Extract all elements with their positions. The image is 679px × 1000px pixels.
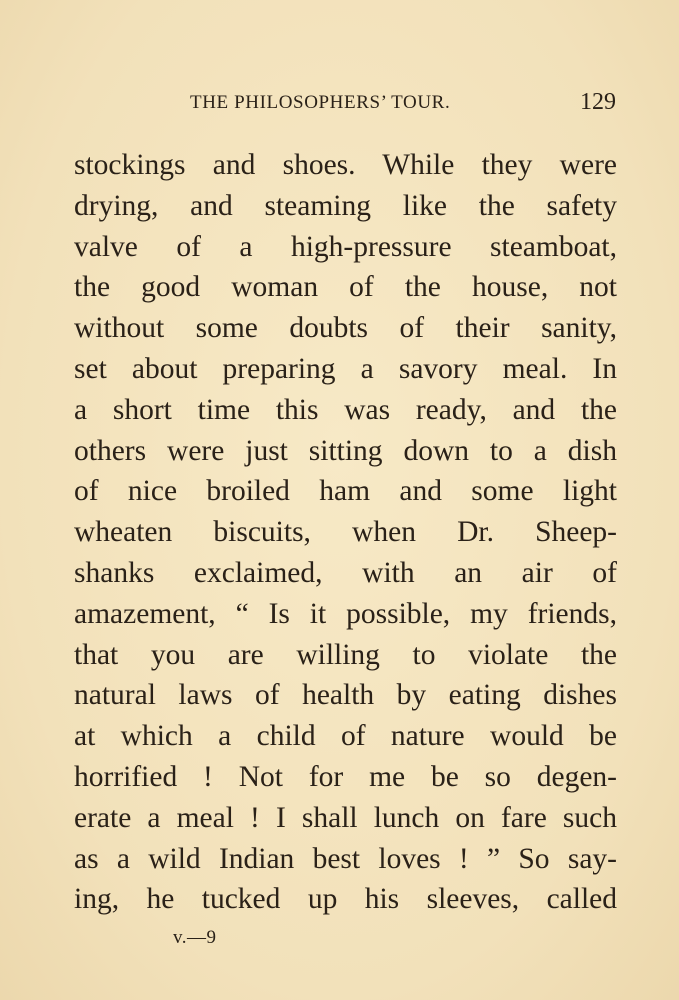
signature-mark: v.—9: [173, 927, 217, 948]
text-line: at which a child of nature would be: [74, 720, 617, 753]
text-line: ing, he tucked up his sleeves, called: [74, 883, 617, 916]
text-line: the good woman of the house, not: [74, 271, 617, 304]
text-line: set about preparing a savory meal. In: [74, 352, 617, 385]
text-line: others were just sitting down to a dish: [74, 434, 617, 467]
running-title: THE PHILOSOPHERS’ TOUR.: [190, 92, 451, 113]
text-line: as a wild Indian best loves ! ” So say-: [74, 842, 617, 875]
text-line: without some doubts of their sanity,: [74, 312, 617, 345]
text-line: stockings and shoes. While they were: [74, 149, 617, 181]
text-line: amazement, “ Is it possible, my friends,: [74, 597, 617, 630]
text-line: valve of a high-pressure steamboat,: [74, 230, 617, 263]
text-line: drying, and steaming like the safety: [74, 189, 617, 222]
page-number: 129: [580, 89, 616, 115]
text-line: horrified ! Not for me be so degen-: [74, 760, 617, 793]
body-text: [74, 145, 617, 920]
text-line: natural laws of health by eating dishes: [74, 679, 617, 712]
text-line: erate a meal ! I shall lunch on fare such: [74, 801, 617, 834]
text-line: a short time this was ready, and the: [74, 393, 617, 426]
running-head: [0, 89, 679, 122]
text-line: shanks exclaimed, with an air of: [74, 556, 617, 589]
text-line: that you are willing to violate the: [74, 638, 617, 671]
text-line: of nice broiled ham and some light: [74, 475, 617, 508]
text-line: wheaten biscuits, when Dr. Sheep-: [74, 516, 617, 549]
